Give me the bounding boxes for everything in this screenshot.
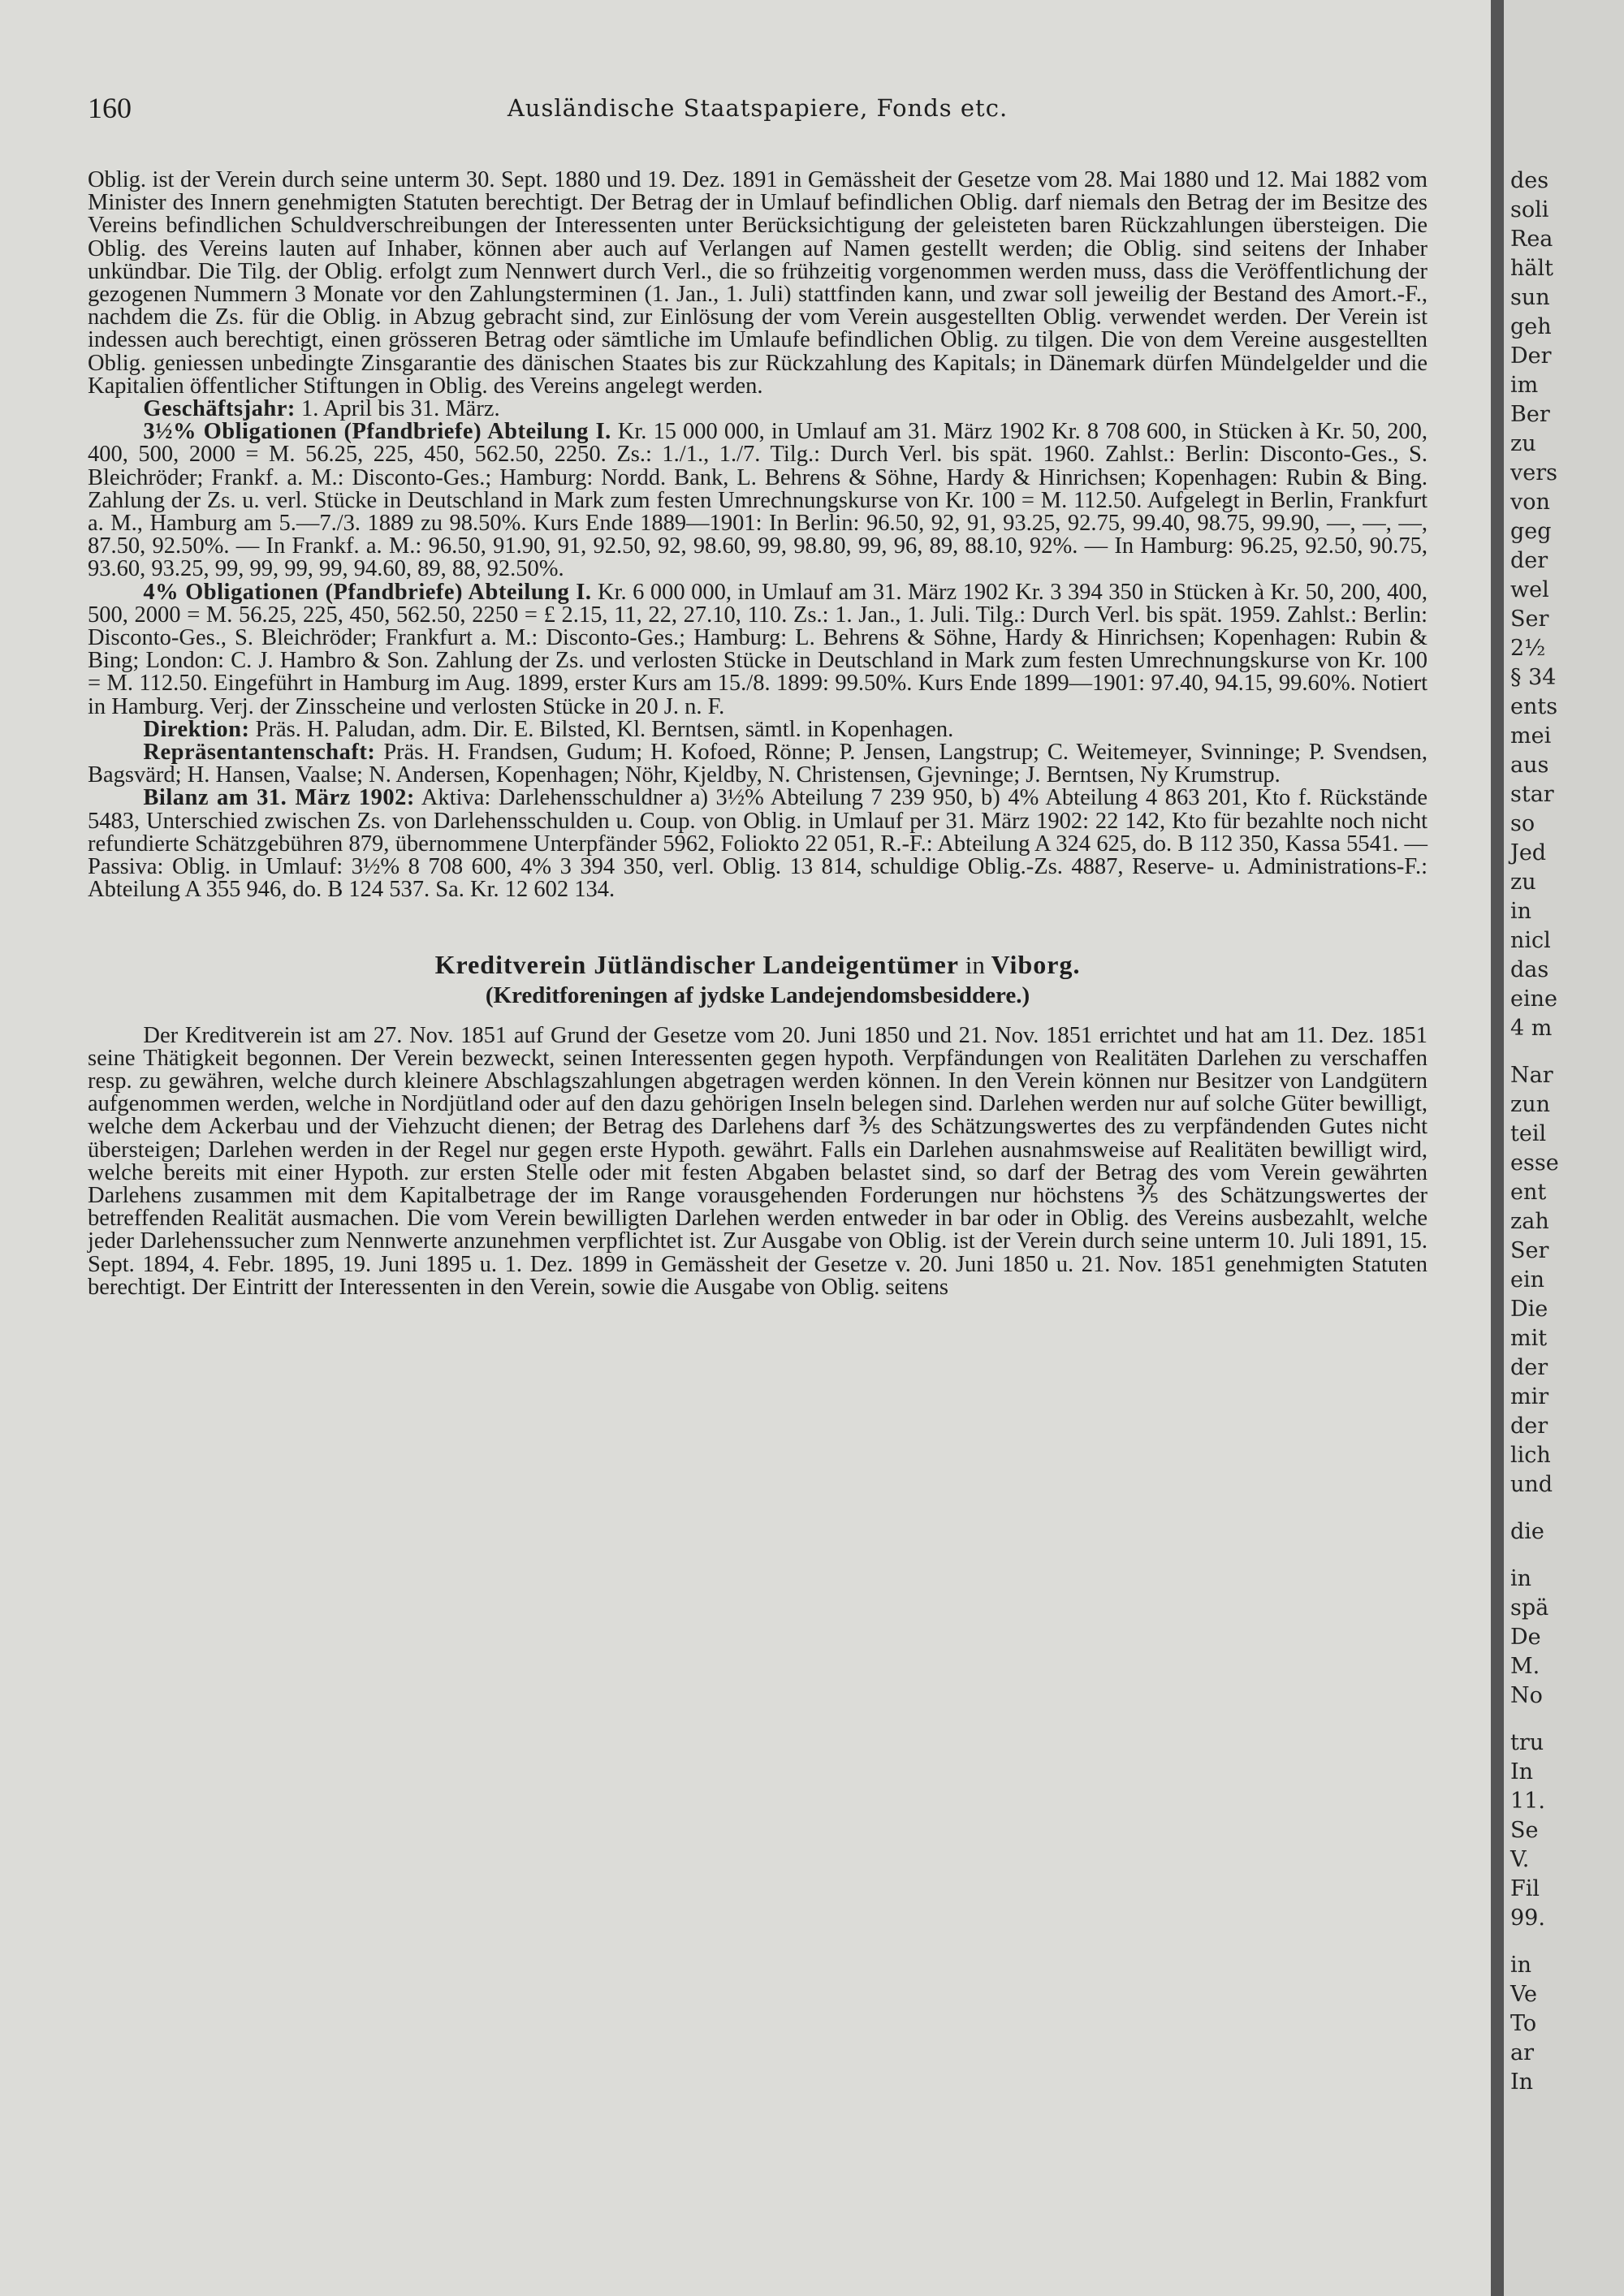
next-page-fragment: so (1510, 811, 1535, 836)
next-page-fragment: teil (1510, 1121, 1547, 1146)
next-page-fragment: der (1510, 548, 1548, 573)
next-page-fragment: Ser (1510, 606, 1549, 632)
next-page-fragment: soli (1510, 197, 1549, 222)
next-page-fragment: mir (1510, 1384, 1549, 1409)
next-page-fragment: V. (1510, 1847, 1530, 1872)
direktion-label: Direktion: (143, 716, 250, 742)
oblig-35-paragraph (88, 421, 1427, 580)
next-page-fragment: Nar (1510, 1063, 1553, 1088)
next-page-fragment: Rea (1510, 227, 1553, 252)
next-page-fragment: To (1510, 2011, 1537, 2036)
next-page-fragment: der (1510, 1413, 1548, 1439)
next-page-fragment: 11. (1510, 1789, 1545, 1814)
next-page-fragment: eine (1510, 986, 1557, 1012)
bilanz-label: Bilanz am 31. März 1902: (143, 785, 415, 811)
next-page-fragment: ein (1510, 1267, 1545, 1293)
next-page-fragment: 99. (1510, 1905, 1545, 1931)
section2-title-city: Viborg. (991, 949, 1081, 979)
direktion-paragraph (88, 716, 1427, 742)
next-page-fragment: in (1510, 899, 1532, 924)
next-page-fragment: aus (1510, 753, 1549, 778)
next-page-fragment: mei (1510, 723, 1552, 749)
next-page-fragment: sun (1510, 285, 1550, 310)
next-page-fragment: Fil (1510, 1876, 1540, 1901)
next-page-fragment: No (1510, 1683, 1543, 1708)
next-page-fragment: in (1510, 1953, 1532, 1978)
next-page-fragment: ent (1510, 1180, 1547, 1205)
next-page-fragment: ar (1510, 2040, 1535, 2065)
oblig-4-label: 4% Obligationen (Pfandbriefe) Abteilung I. (143, 579, 592, 605)
geschaeftsjahr-paragraph (88, 398, 1427, 421)
geschaeftsjahr-text: 1. April bis 31. März. (295, 396, 500, 422)
next-page-fragment: das (1510, 957, 1549, 982)
page-number: 160 (88, 92, 132, 124)
next-page-fragment: § 34 (1510, 665, 1557, 690)
next-page-edge (1504, 0, 1624, 2296)
next-page-fragment: des (1510, 168, 1549, 193)
next-page-fragment: Der (1510, 343, 1552, 369)
next-page-fragment: M. (1510, 1654, 1540, 1679)
next-page-fragment: zu (1510, 870, 1536, 895)
next-page-fragment: Ser (1510, 1238, 1549, 1263)
next-page-fragment: die (1510, 1519, 1544, 1544)
next-page-fragment: und (1510, 1472, 1553, 1497)
section1-intro: Oblig. ist der Verein durch seine unterm 30. Sept. 1880 und 19. Dez. 1891 in Gemässheit der Gesetze vom 28. Mai 1880 und 12. Mai 1882 vom Minister des Innern genehmigten Statuten berechtigt. Der Betrag der in Umlauf befindlichen Oblig. darf niemals den Betrag der im Besitze des Vereins befindlichen Schuldverschreibungen der Interessenten unter Berücksichtigung der geleisteten baren Rückzahlungen übersteigen. Die Oblig. des Vereins lauten auf Inhaber, können aber auch auf Verlangen auf Namen gestellt werden; die Oblig. sind seitens der Inhaber unkündbar. Die Tilg. der Oblig. erfolgt zum Nennwert durch Verl., die so frühzeitig vorgenommen werden muss, dass die Veröffentlichung der gezogenen Nummern 3 Monate vor den Zahlungsterminen (1. Jan., 1. Juli) stattfinden kann, und zwar soll jeweilig der Bestand des Amort.-F., nachdem die Zs. für die Oblig. in Abzug gebracht sind, zur Einlösung der vom Verein ausgestellten Oblig. verwendet werden. Der Verein ist indessen auch berechtigt, einen grösseren Betrag oder sämtliche im Umlaufe befindlichen Oblig. zu tilgen. Die von dem Vereine ausgestellten Oblig. geniessen unbedingte Zinsgarantie des dänischen Staates bis zur Rückzahlung des Kapitals; in Dänemark dürfen Mündelgelder und die Kapitalien öffentlicher Stiftungen in Oblig. des Vereins angelegt werden. (88, 167, 1427, 399)
next-page-fragment: nicl (1510, 928, 1551, 953)
next-page-fragment: 2½ (1510, 636, 1546, 661)
next-page-fragment: geh (1510, 314, 1552, 339)
direktion-text: Präs. H. Paludan, adm. Dir. E. Bilsted, Kl. Berntsen, sämtl. in Kopenhagen. (249, 716, 954, 742)
next-page-fragment: wel (1510, 577, 1549, 602)
next-page-fragment: ents (1510, 694, 1558, 719)
next-page-fragment: vers (1510, 460, 1557, 486)
repraesentantenschaft-paragraph (88, 741, 1427, 787)
next-page-fragment: Se (1510, 1818, 1539, 1843)
section2-body: Der Kreditverein ist am 27. Nov. 1851 auf Grund der Gesetze vom 20. Juni 1850 und 21. Nov. 1851 errichtet und hat am 11. Dez. 1851 seine Thätigkeit begonnen. Der Verein bezweckt, seinen Interessenten gegen hypoth. Verpfändungen von Realitäten Darlehen zu verschaffen resp. zu gewähren, welche durch kleinere Abschlagszahlungen abgetragen werden können. In den Verein können nur Besitzer von Landgütern aufgenommen werden, welche in Nordjütland oder auf den dazu gehörigen Inseln belegen sind. Darlehen werden nur auf solche Güter bewilligt, welche dem Ackerbau und der Viehzucht dienen; der Betrag des Darlehens darf ⅗ des Schätzungswertes des zu verpfändenden Gutes nicht übersteigen; Darlehen werden in der Regel nur gegen erste Hypoth. gewährt. Falls ein Darlehen ausnahmsweise auf Realitäten bewilligt wird, welche bereits mit einer Hypoth. zur ersten Stelle oder mit festen Abgaben belastet sind, so darf der Betrag des vom Verein gewährten Darlehens zusammen mit dem Kapitalbetrage der im Range vorausgehenden Forderungen nur höchstens ⅗ des Schätzungswertes der betreffenden Realität ausmachen. Die vom Verein bewilligten Darlehen werden entweder in bar oder in Oblig. des Vereins ausbezahlt, welche jeder Darlehenssucher zum Nennwerte anzunehmen verpflichtet ist. Zur Ausgabe von Oblig. ist der Verein durch seine unterm 10. Juli 1891, 15. Sept. 1894, 4. Febr. 1895, 19. Juni 1895 u. 1. Dez. 1899 in Gemässheit der Gesetze v. 20. Juni 1850 u. 21. Nov. 1851 genehmigten Statuten berechtigt. Der Eintritt der Interessenten in den Verein, sowie die Ausgabe von Oblig. seitens (88, 1022, 1427, 1300)
next-page-fragment: In (1510, 1759, 1534, 1785)
bilanz-paragraph (88, 787, 1427, 901)
next-page-fragment: star (1510, 782, 1554, 807)
page-body (88, 169, 1427, 1299)
oblig-35-label: 3½% Obligationen (Pfandbriefe) Abteilung I. (143, 419, 611, 445)
next-page-fragment: De (1510, 1625, 1541, 1650)
geschaeftsjahr-label: Geschäftsjahr: (143, 396, 296, 422)
oblig-4-paragraph (88, 581, 1427, 719)
next-page-fragment: geg (1510, 519, 1552, 544)
next-page-fragment: zah (1510, 1209, 1549, 1234)
section2-title (88, 949, 1427, 981)
next-page-fragment: zun (1510, 1092, 1551, 1117)
section2-title-main: Kreditverein Jütländischer Landeigentümer (434, 949, 959, 979)
repraesentantenschaft-text: Präs. H. Frandsen, Gudum; H. Kofoed, Rönne; P. Jensen, Langstrup; C. Weitemeyer, Svinninge; P. Svendsen, Bagsvärd; H. Hansen, Vaalse; N. Andersen, Kopenhagen; Nöhr, Kjeldby, N. Christensen, Gjevninge; J. Berntsen, Ny Krumstrup. (88, 740, 1427, 788)
next-page-fragment: spä (1510, 1595, 1549, 1621)
next-page-fragment: Jed (1510, 840, 1547, 865)
next-page-fragment: 4 m (1510, 1016, 1553, 1041)
running-head: Ausländische Staatspapiere, Fonds etc. (507, 94, 1009, 122)
bilanz-text: Aktiva: Darlehensschuldner a) 3½% Abteilung 7 239 950, b) 4% Abteilung 4 863 201, Kto f. Rückstände 5483, Unterschied zwischen Zs. von Darlehensschulden u. Coup. von Oblig. in Umlauf per 31. März 1902: 22 142, Kto für bezahlte noch nicht refundierte Schätzgebühren 879, übernommene Unterpfänder 5962, Foliokto 22 051, R.-F.: Abteilung A 324 625, do. B 112 350, Kassa 5541. — Passiva: Oblig. in Umlauf: 3½% 8 708 600, 4% 3 394 350, verl. Oblig. 13 814, schuldige Oblig.-Zs. 4887, Reserve- u. Administrations-F.: Abteilung A 355 946, do. B 124 537. Sa. Kr. 12 602 134. (88, 785, 1427, 903)
next-page-fragment: von (1510, 490, 1550, 515)
book-gutter (1491, 0, 1504, 2296)
next-page-fragment: lich (1510, 1443, 1551, 1468)
section2-title-in: in (959, 950, 991, 979)
next-page-fragment: der (1510, 1355, 1548, 1380)
next-page-fragment: In (1510, 2069, 1534, 2095)
next-page-fragment: im (1510, 373, 1539, 398)
oblig-4-text: Kr. 6 000 000, in Umlauf am 31. März 1902 Kr. 3 394 350 in Stücken à Kr. 50, 200, 400, 500, 2000 = M. 56.25, 225, 450, 562.50, 2250 = £ 2.15, 11, 22, 27.10, 110. Zs.: 1. Jan., 1. Juli. Tilg.: Durch Verl. bis spät. 1959. Zahlst.: Berlin: Disconto-Ges., S. Bleichröder; Frankfurt a. M.: Disconto-Ges.; Hamburg: L. Behrens & Söhne, Hardy & Hinrichsen; Kopenhagen: Rubin & Bing; London: C. J. Hambro & Son. Zahlung der Zs. und verlosten Stücke in Deutschland in Mark zum festen Umrechnungskurse von Kr. 100 = M. 112.50. Eingeführt in Hamburg im Aug. 1899, erster Kurs am 15./8. 1899: 99.50%. Kurs Ende 1899—1901: 97.40, 94.15, 99.60%. Notiert in Hamburg. Verj. der Zinsscheine und verlosten Stücke in 20 J. n. F. (88, 579, 1427, 719)
next-page-fragment: Ber (1510, 402, 1550, 427)
next-page-fragment: Die (1510, 1297, 1548, 1322)
next-page-fragment: in (1510, 1566, 1532, 1591)
repraesentantenschaft-label: Repräsentantenschaft: (143, 740, 376, 766)
next-page-fragment: mit (1510, 1326, 1548, 1351)
oblig-35-text: Kr. 15 000 000, in Umlauf am 31. März 1902 Kr. 8 708 600, in Stücken à Kr. 50, 200, 400, 500, 2000 = M. 56.25, 225, 450, 562.50, 2250. Zs.: 1./1., 1./7. Tilg.: Durch Verl. bis spät. 1960. Zahlst.: Berlin: Disconto-Ges., S. Bleichröder; Frankf. a. M.: Disconto-Ges.; Hamburg: Nordd. Bank, L. Behrens & Söhne, Hardy & Hinrichsen; Kopenhagen: Rubin & Bing. Zahlung der Zs. u. verl. Stücke in Deutschland in Mark zum festen Umrechnungskurse von Kr. 100 = M. 112.50. Aufgelegt in Berlin, Frankfurt a. M., Hamburg am 5.—7./3. 1889 zu 98.50%. Kurs Ende 1889—1901: In Berlin: 96.50, 92, 91, 93.25, 92.75, 99.40, 98.75, 99.90, —, —, —, 87.50, 92.50%. — In Frankf. a. M.: 96.50, 91.90, 91, 92.50, 92, 98.60, 99, 98.80, 99, 96, 89, 88.10, 92%. — In Hamburg: 96.25, 92.50, 90.75, 93.60, 93.25, 99, 99, 99, 99, 94.60, 89, 88, 92.50%. (88, 419, 1427, 582)
next-page-fragment: Ve (1510, 1982, 1537, 2007)
section2-subtitle: (Kreditforeningen af jydske Landejendomsbesiddere.) (485, 982, 1030, 1008)
next-page-fragment: hält (1510, 256, 1553, 281)
next-page-fragment: tru (1510, 1730, 1544, 1755)
next-page-fragment: zu (1510, 431, 1536, 456)
page-header (88, 91, 1427, 130)
next-page-fragment: esse (1510, 1150, 1559, 1176)
